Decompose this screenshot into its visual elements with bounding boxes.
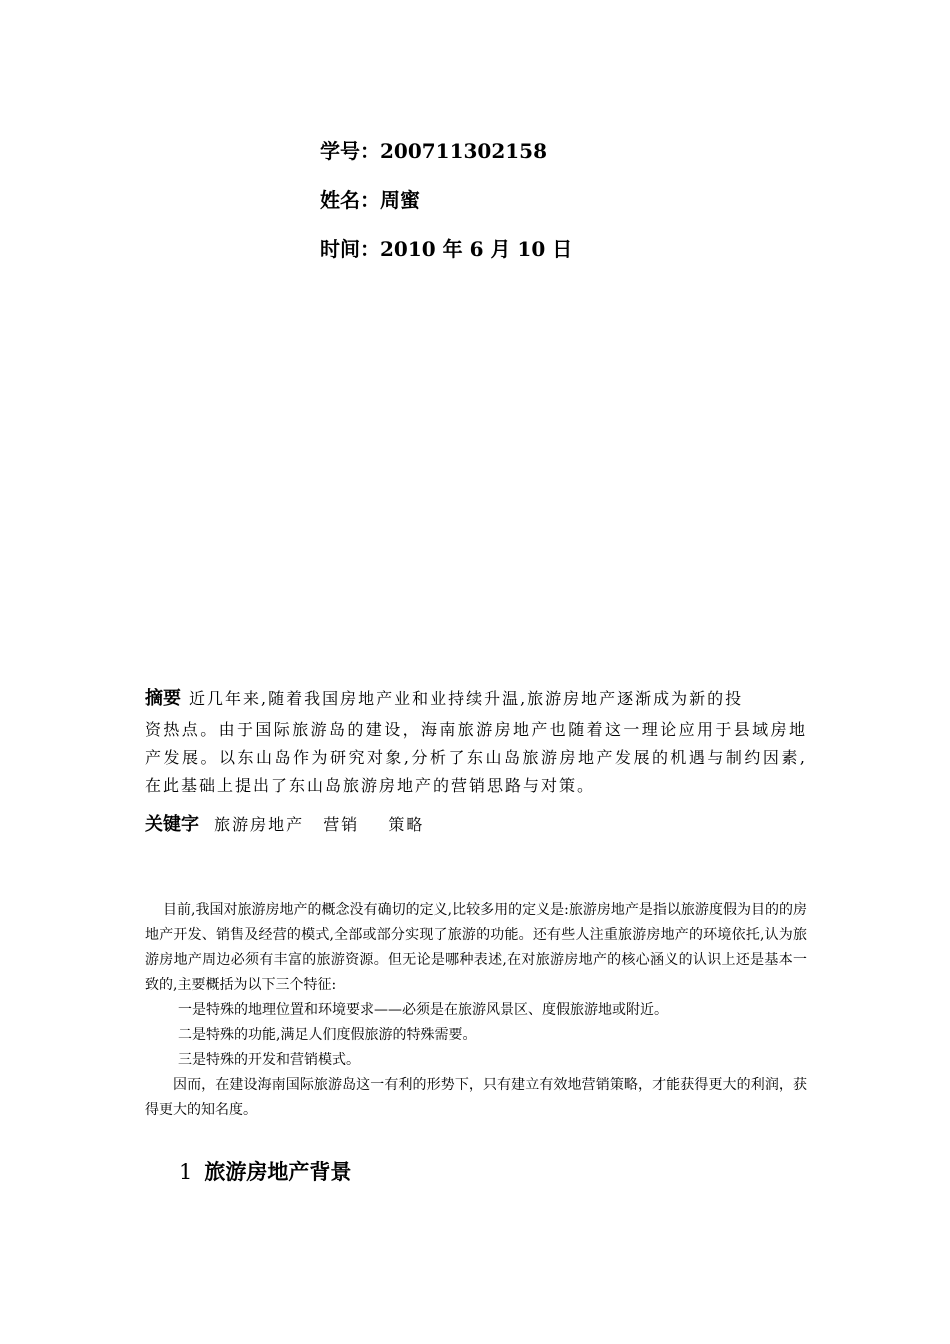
feature-item: 二是特殊的功能,满足人们度假旅游的特殊需要。 bbox=[178, 1027, 477, 1043]
body-text bbox=[145, 898, 807, 1123]
keyword-item: 营销 bbox=[323, 815, 360, 834]
conclusion-paragraph: 因而，在建设海南国际旅游岛这一有利的形势下，只有建立有效地营销策略，才能获得更大的利润，获得更大的知名度。 bbox=[145, 1077, 807, 1118]
feature-item: 一是特殊的地理位置和环境要求——必须是在旅游风景区、度假旅游地或附近。 bbox=[178, 1002, 668, 1018]
section-title: 旅游房地产背景 bbox=[204, 1159, 352, 1184]
submission-date: 时间：2010 年 6 月 10 日 bbox=[320, 237, 573, 261]
intro-paragraph: 目前,我国对旅游房地产的概念没有确切的定义,比较多用的定义是:旅游房地产是指以旅游度假为目的的房地产开发、销售及经营的模式,全部或部分实现了旅游的功能。还有些人注重旅游房地产的环境依托,认为旅游房地产周边必须有丰富的旅游资源。但无论是哪种表述,在对旅游房地产的核心涵义的认识上还是基本一致的,主要概括为以下三个特征: bbox=[145, 902, 807, 993]
abstract-label: 摘要 bbox=[145, 688, 181, 709]
keywords-section bbox=[145, 811, 436, 839]
keyword-item: 策略 bbox=[388, 815, 425, 834]
section-number: 1 bbox=[179, 1160, 193, 1184]
abstract-section bbox=[145, 684, 807, 800]
feature-item: 三是特殊的开发和营销模式。 bbox=[178, 1052, 360, 1068]
student-name: 姓名：周蜜 bbox=[320, 188, 420, 212]
student-id: 学号：200711302158 bbox=[320, 139, 547, 163]
abstract-text-line1: 近几年来,随着我国房地产业和业持续升温,旅游房地产逐渐成为新的投 bbox=[189, 689, 744, 708]
section-heading bbox=[179, 1158, 351, 1186]
abstract-text-rest: 资热点。由于国际旅游岛的建设，海南旅游房地产也随着这一理论应用于县域房地产发展。以东山岛作为研究对象,分析了东山岛旅游房地产发展的机遇与制约因素,在此基础上提出了东山岛旅游房地产的营销思路与对策。 bbox=[145, 720, 807, 795]
keyword-item: 旅游房地产 bbox=[214, 815, 305, 834]
keywords-label: 关键字 bbox=[145, 814, 199, 835]
abstract-first-line bbox=[145, 684, 807, 714]
